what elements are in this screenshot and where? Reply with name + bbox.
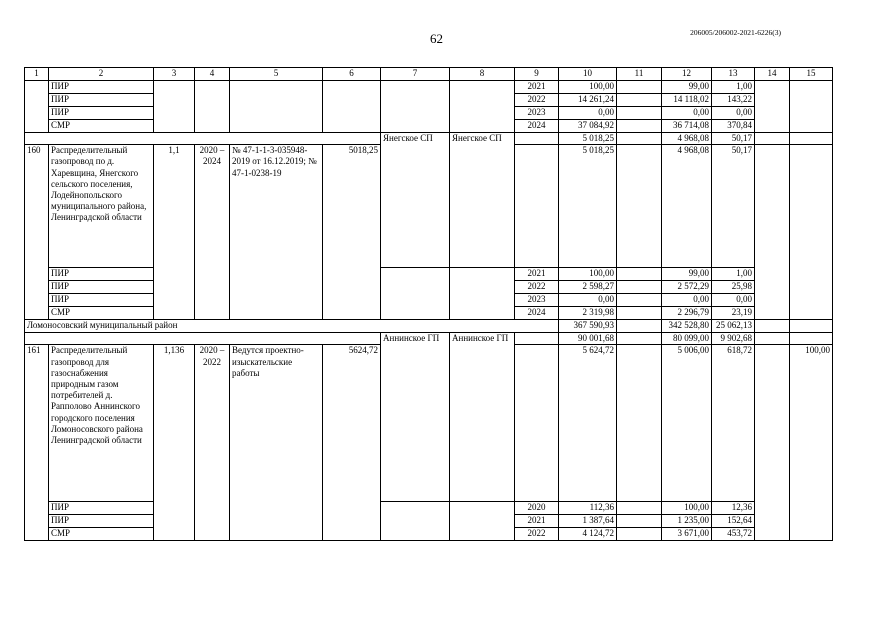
regional-cell: 0,00 [662,294,712,307]
table-row [25,133,833,145]
district-name: Ломоносовский муниципальный район [25,320,559,333]
year-cell: 2022 [515,94,559,107]
local-cell: 50,17 [712,145,755,268]
local-cell: 25 062,13 [712,320,755,333]
work-type: ПИР [49,107,154,120]
regional-cell: 36 714,08 [662,120,712,133]
year-cell: 2024 [515,307,559,320]
local-cell: 0,00 [712,107,755,120]
local-cell: 1,00 [712,268,755,281]
local-cell: 618,72 [712,345,755,502]
regional-cell: 3 671,00 [662,528,712,541]
year-cell: 2020 [515,502,559,515]
local-cell: 152,64 [712,515,755,528]
local-cell: 50,17 [712,133,755,145]
column-header: 10 [559,68,617,81]
year-cell: 2024 [515,120,559,133]
work-type: ПИР [49,502,154,515]
object-name: Распределительный газопровод для газоснабжения природным газом потребителей д. Рапполово Аннинского городского поселения Ломоносовского района Ленинградской области [49,345,154,502]
work-type: СМР [49,307,154,320]
local-cell: 0,00 [712,294,755,307]
year-cell: 2021 [515,81,559,94]
column-header: 3 [154,68,195,81]
total-cell: 1 387,64 [559,515,617,528]
work-type: СМР [49,528,154,541]
total-cell: 0,00 [559,107,617,120]
document-code: 206005/206002-2021-6226(3) [690,28,781,37]
length-cell: 1,1 [154,145,195,320]
year-cell: 2021 [515,515,559,528]
total-cell: 2 598,27 [559,281,617,294]
total-cell: 2 319,98 [559,307,617,320]
local-cell: 370,84 [712,120,755,133]
municipality-cell: Аннинское ГП [450,333,515,502]
work-type: ПИР [49,515,154,528]
total-cell: 367 590,93 [559,320,617,333]
column-header: 5 [230,68,323,81]
total-cell: 14 261,24 [559,94,617,107]
table-row [25,333,833,345]
work-type: ПИР [49,94,154,107]
regional-cell: 4 968,08 [662,133,712,145]
year-cell: 2023 [515,107,559,120]
regional-cell: 80 099,00 [662,333,712,345]
regional-cell: 99,00 [662,268,712,281]
table-row [25,81,833,94]
column-header: 7 [381,68,450,81]
regional-cell: 5 006,00 [662,345,712,502]
cost-cell: 5624,72 [323,345,381,541]
column-header: 12 [662,68,712,81]
total-cell: 5 018,25 [559,145,617,268]
period-cell: 2020 – 2024 [195,145,230,320]
column-header: 9 [515,68,559,81]
row-number: 160 [25,145,49,320]
documents-cell: № 47-1-1-3-035948-2019 от 16.12.2019; № 47-1-0238-19 [230,145,323,320]
total-cell: 4 124,72 [559,528,617,541]
local-cell: 25,98 [712,281,755,294]
documents-cell: Ведутся проектно-изыскательские работы [230,345,323,541]
local-cell: 1,00 [712,81,755,94]
column-header: 15 [790,68,833,81]
column-header: 8 [450,68,515,81]
period-cell: 2020 – 2022 [195,345,230,541]
municipality-cell: Аннинское ГП [381,333,450,502]
regional-cell: 100,00 [662,502,712,515]
row-number: 161 [25,345,49,541]
regional-cell: 99,00 [662,81,712,94]
municipality-cell: Янегское СП [450,133,515,268]
cost-cell: 5018,25 [323,145,381,320]
year-cell: 2021 [515,268,559,281]
total-cell: 37 084,92 [559,120,617,133]
total-cell: 100,00 [559,81,617,94]
total-cell: 100,00 [559,268,617,281]
year-cell: 2022 [515,528,559,541]
column-number-row [25,68,833,81]
total-cell: 5 624,72 [559,345,617,502]
object-name: Распределительный газопровод по д. Харевщина, Янегского сельского поселения, Лодейнопольского муниципального района, Ленинградской области [49,145,154,268]
column-header: 13 [712,68,755,81]
local-cell: 12,36 [712,502,755,515]
work-type: ПИР [49,281,154,294]
municipality-cell: Янегское СП [381,133,450,268]
year-cell: 2022 [515,281,559,294]
regional-cell: 0,00 [662,107,712,120]
investment-table [24,67,833,541]
column-header: 6 [323,68,381,81]
local-cell: 453,72 [712,528,755,541]
column-header: 11 [617,68,662,81]
year-cell: 2023 [515,294,559,307]
page-number: 62 [430,31,443,46]
work-type: ПИР [49,294,154,307]
work-type: ПИР [49,268,154,281]
local-cell: 23,19 [712,307,755,320]
regional-cell: 14 118,02 [662,94,712,107]
total-cell: 90 001,68 [559,333,617,345]
regional-cell: 1 235,00 [662,515,712,528]
readiness-cell: 100,00 [790,345,833,541]
regional-cell: 2 296,79 [662,307,712,320]
regional-cell: 2 572,29 [662,281,712,294]
total-cell: 0,00 [559,294,617,307]
total-cell: 5 018,25 [559,133,617,145]
length-cell: 1,136 [154,345,195,541]
work-type: ПИР [49,81,154,94]
regional-cell: 342 528,80 [662,320,712,333]
column-header: 4 [195,68,230,81]
column-header: 14 [755,68,790,81]
table-row [25,502,833,515]
work-type: СМР [49,120,154,133]
regional-cell: 4 968,08 [662,145,712,268]
table-row [25,268,833,281]
total-cell: 112,36 [559,502,617,515]
local-cell: 143,22 [712,94,755,107]
district-total-row [25,320,833,333]
column-header: 1 [25,68,49,81]
local-cell: 9 902,68 [712,333,755,345]
column-header: 2 [49,68,154,81]
